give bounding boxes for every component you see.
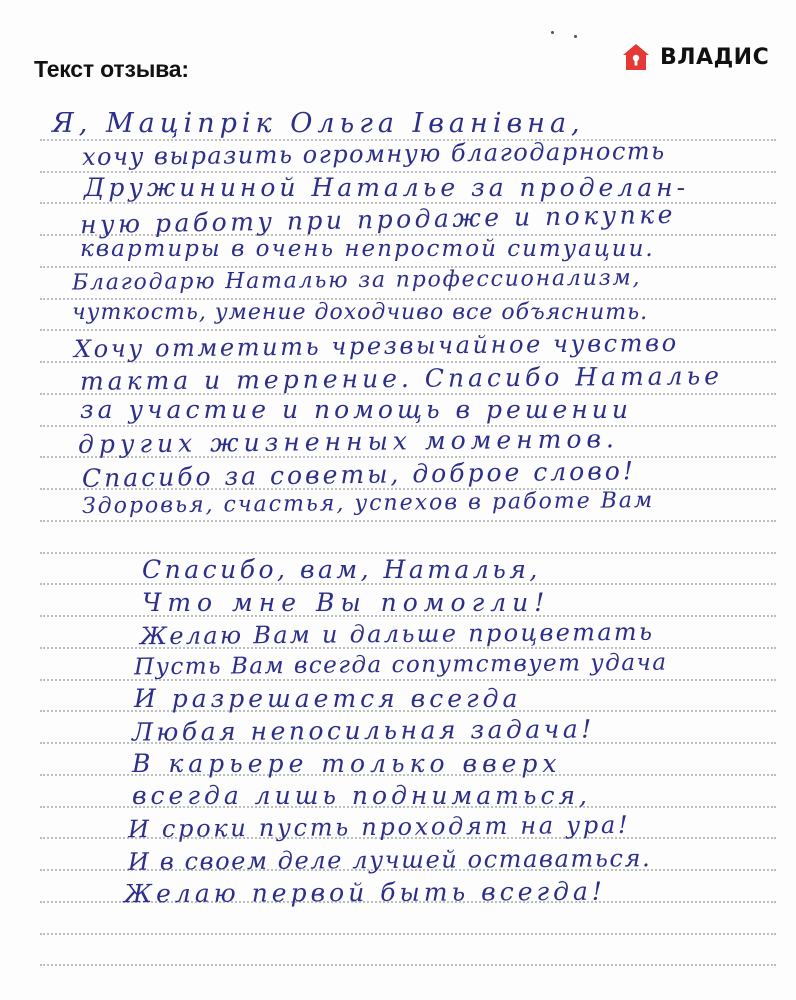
handwritten-line: В карьере только вверх (132, 749, 562, 778)
handwritten-line: И разрешается всегда (134, 684, 522, 713)
house-keyhole-icon (622, 43, 650, 71)
ruled-line (40, 933, 776, 935)
handwritten-line: такта и терпение. Спасибо Наталье (79, 361, 724, 396)
handwritten-line: Пусть Вам всегда сопутствует удача (133, 649, 668, 681)
handwritten-line: ную работу при продаже и покупке (79, 199, 677, 240)
handwritten-line: хочу выразить огромную благодарность (81, 136, 666, 172)
ruled-line (40, 964, 776, 966)
ruled-line (40, 520, 776, 522)
handwritten-line: Желаю первой быть всегда! (123, 876, 606, 909)
handwritten-line: Желаю Вам и дальше процветать (139, 617, 655, 651)
handwritten-line: Я, Маціпрік Ольга Іванівна, (52, 108, 585, 139)
handwritten-line: Спасибо, вам, Наталья, (142, 555, 541, 584)
handwritten-line: И сроки пусть проходят на ура! (127, 810, 631, 844)
handwritten-line: за участие и помощь в решении (80, 395, 632, 424)
handwritten-line: Хочу отметить чрезвычайное чувство (73, 328, 679, 364)
handwritten-line: Благодарю Наталью за профессионализм, (71, 265, 642, 296)
handwritten-line: И в своем деле лучшей оставаться. (127, 844, 652, 876)
brand-logo (622, 43, 769, 71)
handwritten-line: других жизненных моментов. (77, 424, 620, 459)
handwritten-line: Спасибо за советы, доброе слово! (81, 456, 637, 493)
scan-speck (574, 35, 577, 38)
handwritten-line: чуткость, умение доходчиво все объяснить. (72, 300, 649, 325)
handwritten-line: Что мне Вы помогли! (142, 588, 551, 617)
handwritten-line: всегда лишь подниматься, (132, 781, 591, 810)
brand-name: ВЛАДИС (660, 44, 770, 70)
ruled-line (40, 552, 776, 554)
scan-speck (551, 31, 554, 34)
handwritten-line: Любая непосильная задача! (131, 714, 595, 747)
handwritten-line: Дружининой Наталье за проделан- (84, 173, 690, 202)
handwritten-line: Здоровья, счастья, успехов в работе Вам (81, 488, 655, 519)
page-title: Текст отзыва: (34, 56, 189, 82)
handwritten-line: квартиры в очень непростой ситуации. (80, 236, 655, 262)
